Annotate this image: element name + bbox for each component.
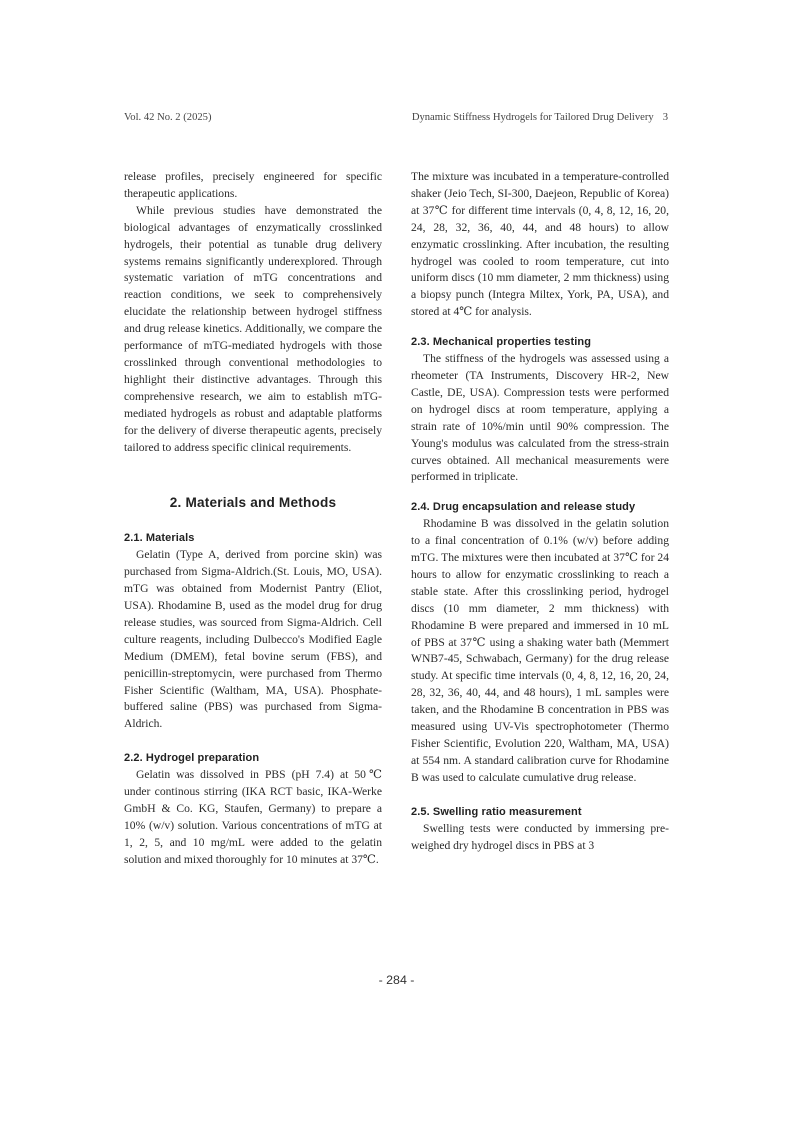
hydrogel-preparation-continued-paragraph: The mixture was incubated in a temperature-controlled shaker (Jeio Tech, SI-300, Daejeon, Republic of Korea) at 37℃ for different time intervals (0, 4, 8, 12, 16, 20, 24, 28, 32, 36, 40, 44, and 48 hours) to allow enzymatic crosslinking. After incubation, the resulting hydrogel was cooled to room temperature, cut into uniform discs (10 mm diameter, 2 mm thickness) using a biopsy punch (Integra Miltex, York, PA, USA), and stored at 4℃ for analysis. (411, 170, 669, 319)
subsection-heading-materials: 2.1. Materials (124, 532, 195, 545)
subsection-heading-mechanical-testing: 2.3. Mechanical properties testing (411, 336, 592, 349)
subsection-heading-swelling-ratio: 2.5. Swelling ratio measurement (411, 805, 582, 818)
hydrogel-preparation-paragraph: Gelatin was dissolved in PBS (pH 7.4) at 50℃ under continous stirring (IKA RCT basic, IKA-Werke GmbH & Co. KG, Staufen, Germany) to prepare a 10% (w/v) solution. Various concentrations of mTG at 1, 2, 5, and 10 mg/mL were added to the gelatin solution and mixed thoroughly for 10 minutes at 37℃. (124, 768, 382, 866)
running-title-text: Dynamic Stiffness Hydrogels for Tailored Drug Delivery (411, 112, 654, 123)
right-column (411, 169, 669, 854)
section-heading-materials-methods: 2. Materials and Methods (169, 495, 337, 511)
header-page-number: 3 (662, 112, 668, 123)
page-footer-number: - 284 - (378, 973, 415, 987)
subsection-heading-hydrogel-preparation: 2.2. Hydrogel preparation (124, 752, 260, 765)
intro-paragraph: While previous studies have demonstrated the biological advantages of enzymatically crosslinked hydrogels, their potential as tunable drug delivery systems remains significantly underexplored. Through systematic variation of mTG concentrations and reaction conditions, we seek to comprehensively elucidate the relationship between hydrogel stiffness and drug release kinetics. Additionally, we compare the performance of mTG-mediated hydrogels with those crosslinked through conventional methodologies to highlight their distinctive advantages. Through this comprehensive research, we aim to establish mTG-mediated hydrogels as robust and adaptable platforms for the delivery of diverse therapeutic agents, precisely tailored to address specific clinical requirements. (124, 203, 382, 454)
swelling-ratio-paragraph: Swelling tests were conducted by immersing pre-weighed dry hydrogel discs in PBS at 3 (411, 821, 669, 852)
left-column (124, 169, 382, 869)
running-header (124, 112, 668, 126)
intro-continued-paragraph: release profiles, precisely engineered for specific therapeutic applications. (124, 170, 382, 200)
subsection-heading-drug-release: 2.4. Drug encapsulation and release study (411, 501, 636, 514)
running-title (412, 112, 668, 123)
mechanical-testing-paragraph: The stiffness of the hydrogels was assessed using a rheometer (TA Instruments, Discovery HR-2, New Castle, DE, USA). Compression tests were performed on hydrogel discs at room temperature, applying a strain rate of 10%/min until 90% compression. The Young's modulus was calculated from the stress-strain curves obtained. All mechanical measurements were performed in triplicate. (411, 352, 669, 484)
drug-release-paragraph: Rhodamine B was dissolved in the gelatin solution to a final concentration of 0.1% (w/v) before adding mTG. The mixtures were then incubated at 37℃ for 24 hours to allow for enzymatic crosslinking to reach a stable state. After this crosslinking period, hydrogel discs (10 mm diameter, 2 mm thickness) with Rhodamine B were prepared and immersed in 10 mL of PBS at 37℃ using a shaking water bath (Memmert WNB7-45, Schwabach, Germany) for the drug release study. At specific time intervals (0, 4, 8, 12, 16, 20, 24, 28, 32, 36, 40, 44, and 48 hours), 1 mL samples were taken, and the Rhodamine B concentration in PBS was measured using UV-Vis spectrophotometer (Thermo Fisher Scientific, Evolution 220, Waltham, MA, USA) at 554 nm. A standard calibration curve for Rhodamine B was used to calculate cumulative drug release. (411, 517, 669, 784)
materials-paragraph: Gelatin (Type A, derived from porcine skin) was purchased from Sigma-Aldrich.(St. Louis, MO, USA). mTG was obtained from Modernist Pantry (Eliot, USA). Rhodamine B, used as the model drug for drug release studies, was sourced from Sigma-Aldrich. Cell culture reagents, including Dulbecco's Modified Eagle Medium (DMEM), fetal bovine serum (FBS), and penicillin-streptomycin, were purchased from Thermo Fisher Scientific (Waltham, MA, USA). Phosphate-buffered saline (PBS) was purchased from Sigma-Aldrich. (124, 548, 382, 731)
journal-volume: Vol. 42 No. 2 (2025) (124, 112, 212, 123)
